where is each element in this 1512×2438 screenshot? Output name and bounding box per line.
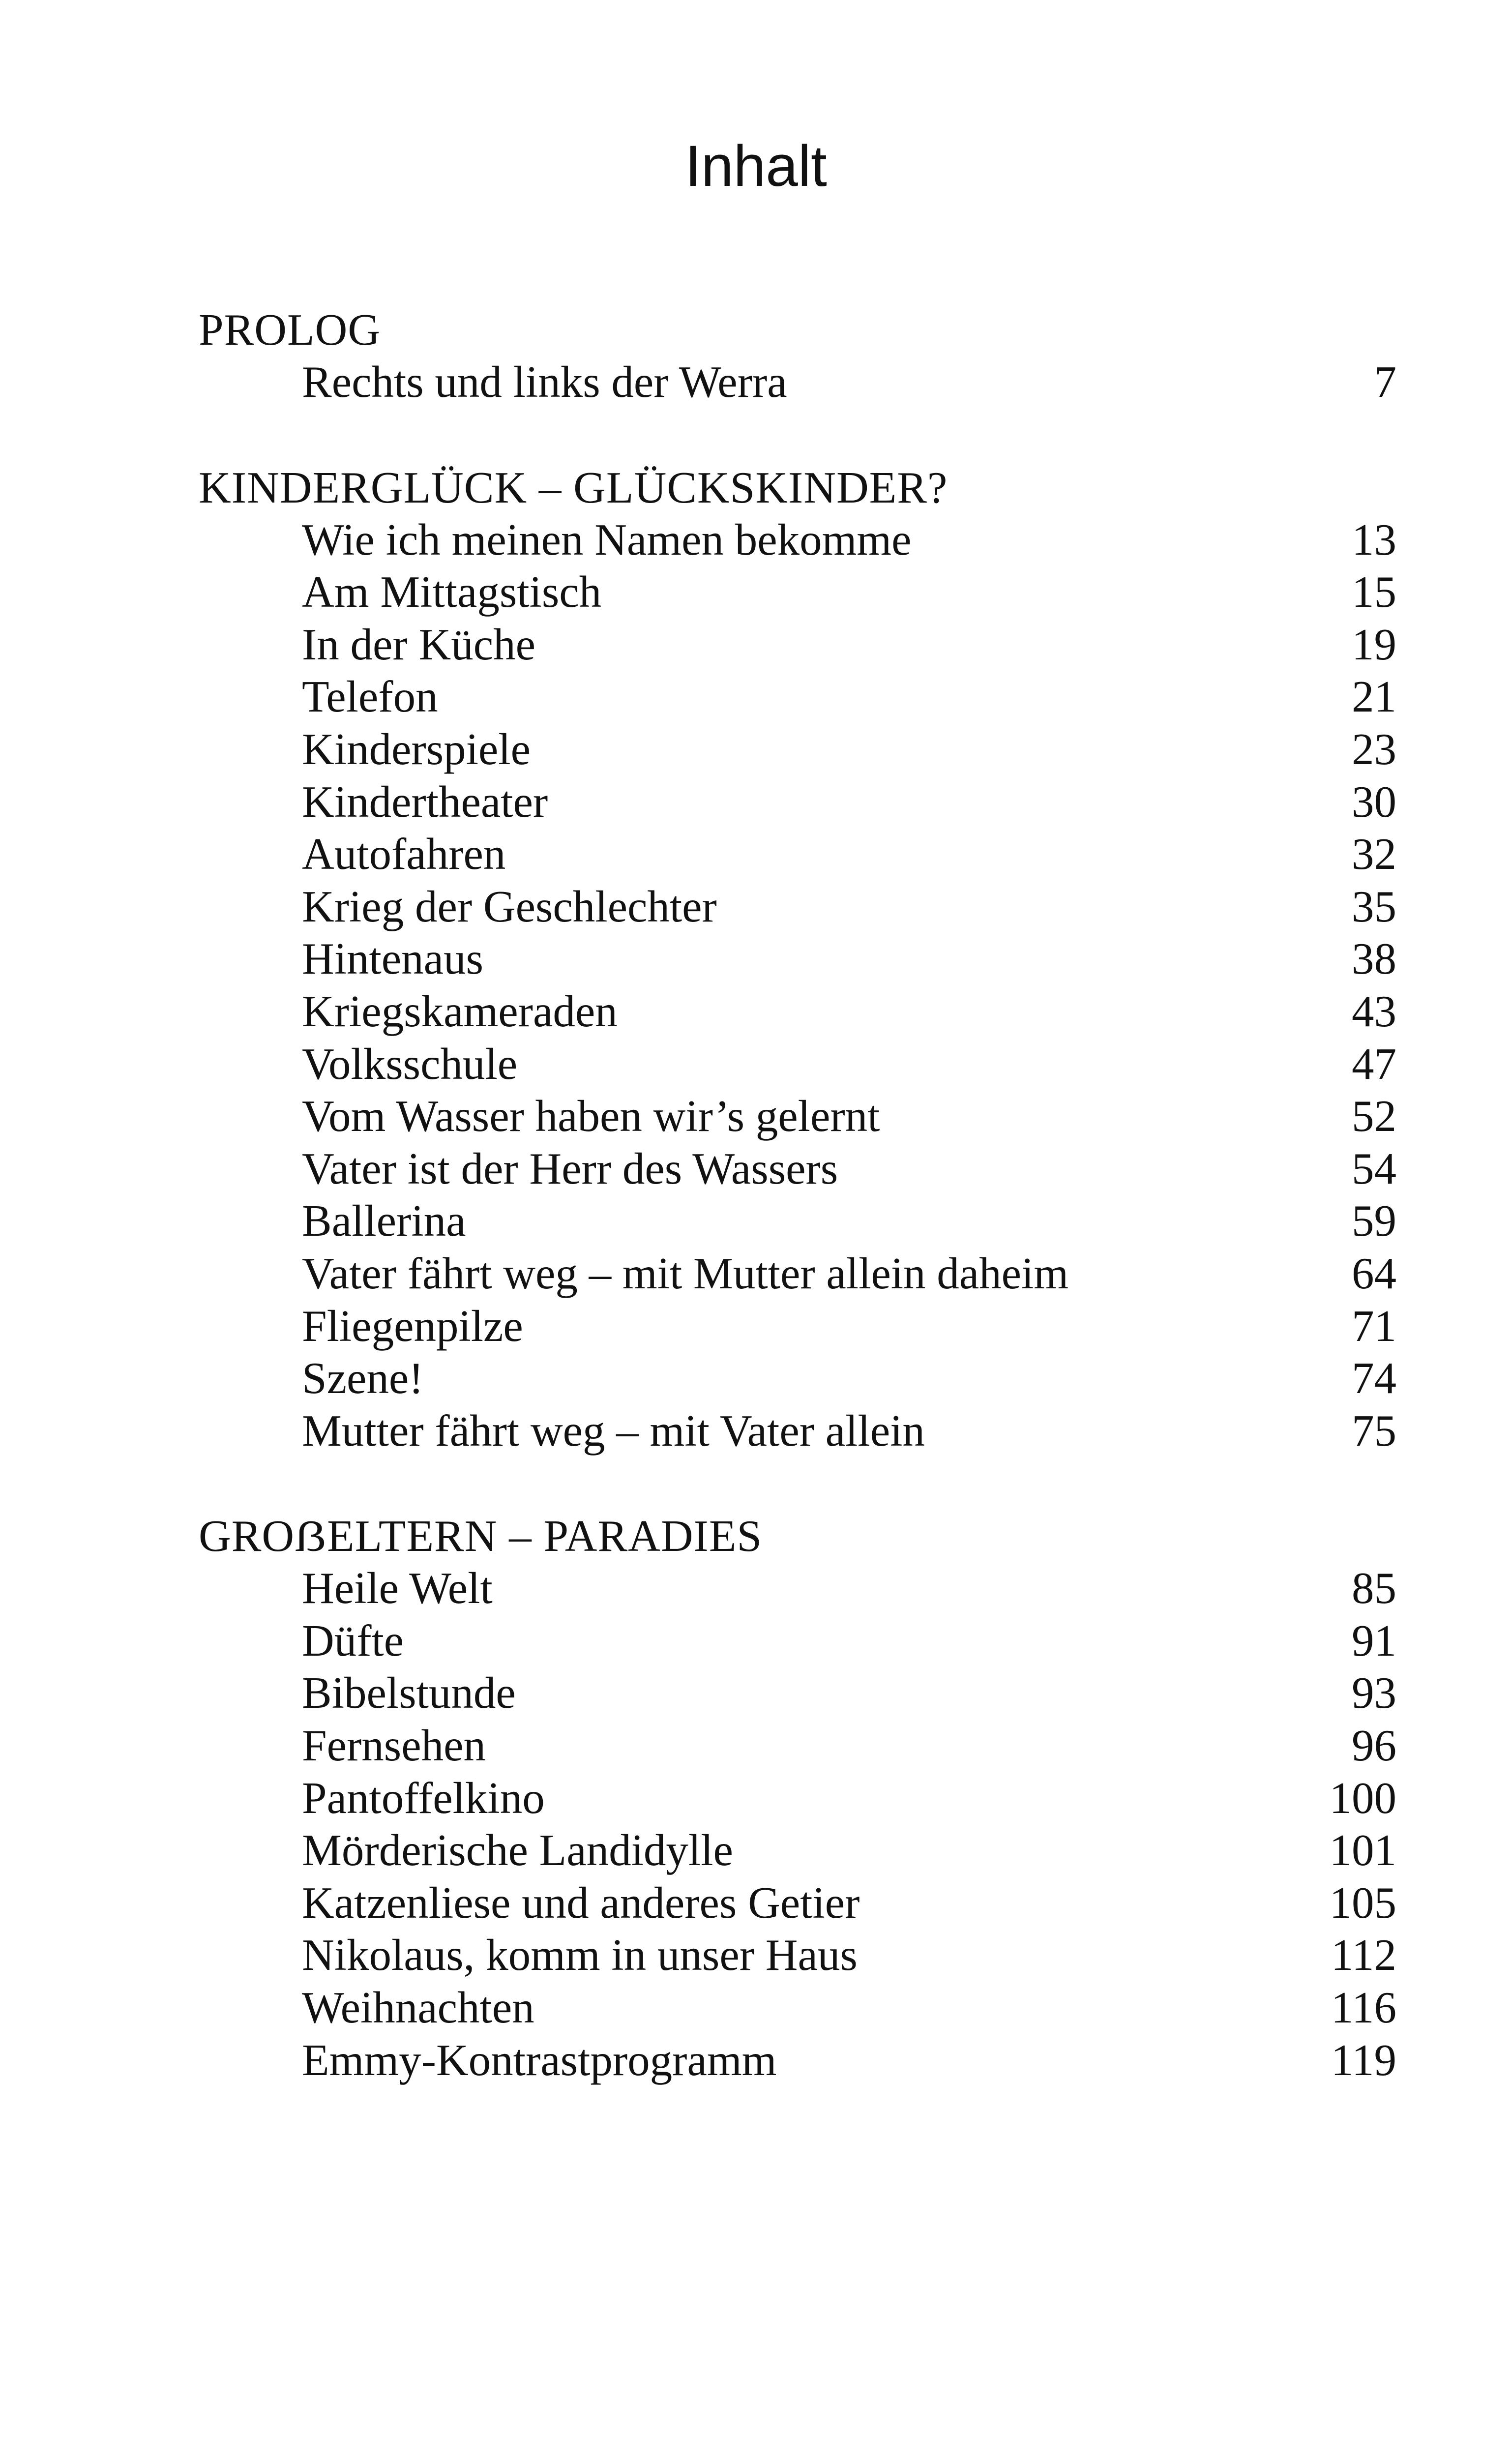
entry-page-number: 43 (1352, 986, 1396, 1036)
entry-title: Bibelstunde (302, 1668, 516, 1718)
entry-page-number: 35 (1352, 881, 1396, 931)
toc-entry (199, 1982, 1396, 2034)
entry-title: Fliegenpilze (302, 1301, 523, 1351)
entry-page-number: 47 (1352, 1039, 1396, 1089)
toc-entry (199, 514, 1396, 566)
toc-entry (199, 723, 1396, 776)
entry-page-number: 100 (1329, 1773, 1396, 1823)
toc-entry (199, 1143, 1396, 1195)
toc-entry (199, 881, 1396, 933)
entry-page-number: 91 (1352, 1615, 1396, 1665)
entry-page-number: 7 (1374, 357, 1396, 407)
entry-title: Hintenaus (302, 934, 483, 984)
toc-entry (199, 1667, 1396, 1720)
entry-title: Telefon (302, 672, 438, 722)
entry-page-number: 119 (1331, 2035, 1396, 2085)
entry-title: Vater fährt weg – mit Mutter allein daheim (302, 1248, 1069, 1298)
toc-entry (199, 1562, 1396, 1615)
entry-title: Wie ich meinen Namen bekomme (302, 514, 912, 565)
entry-title: Mörderische Landidylle (302, 1825, 733, 1875)
toc-entry (199, 1720, 1396, 1772)
entry-page-number: 21 (1352, 672, 1396, 722)
toc-entry (199, 1929, 1396, 1982)
entry-page-number: 64 (1352, 1248, 1396, 1298)
entry-title: Rechts und links der Werra (302, 357, 787, 407)
page-title: Inhalt (685, 134, 827, 199)
section-heading: KINDERGLÜCK – GLÜCKSKINDER? (199, 462, 948, 512)
toc-section (199, 1510, 1396, 2086)
toc-entry (199, 566, 1396, 619)
entry-page-number: 85 (1352, 1563, 1396, 1613)
toc-entry (199, 671, 1396, 723)
entry-page-number: 19 (1352, 619, 1396, 669)
toc-entry (199, 1615, 1396, 1667)
entry-title: Pantoffelkino (302, 1773, 545, 1823)
entry-page-number: 105 (1329, 1877, 1396, 1928)
entry-title: Kinderspiele (302, 724, 531, 774)
toc-entry (199, 1195, 1396, 1248)
entry-page-number: 13 (1352, 514, 1396, 565)
entry-title: Fernsehen (302, 1721, 486, 1771)
entry-title: Katzenliese und anderes Getier (302, 1877, 860, 1928)
entry-page-number: 32 (1352, 829, 1396, 879)
entry-title: Vom Wasser haben wir’s gelernt (302, 1091, 880, 1141)
toc-entry (199, 356, 1396, 409)
entry-title: Kriegskameraden (302, 986, 618, 1036)
entry-title: Heile Welt (302, 1563, 493, 1613)
toc-entry (199, 933, 1396, 985)
entry-title: Volksschule (302, 1039, 518, 1089)
entry-page-number: 75 (1352, 1405, 1396, 1456)
entry-title: Krieg der Geschlechter (302, 881, 717, 931)
toc-entry (199, 619, 1396, 671)
toc-entry (199, 1038, 1396, 1091)
toc-entry (199, 985, 1396, 1038)
toc-entry (199, 1877, 1396, 1930)
toc-section (199, 304, 1396, 409)
toc-entry (199, 1090, 1396, 1143)
section-heading: PROLOG (199, 305, 381, 355)
entry-page-number: 101 (1329, 1825, 1396, 1875)
entry-page-number: 71 (1352, 1301, 1396, 1351)
entry-page-number: 116 (1331, 1983, 1396, 2033)
entry-title: Am Mittagstisch (302, 567, 602, 617)
entry-title: Autofahren (302, 829, 506, 879)
entry-page-number: 38 (1352, 934, 1396, 984)
entry-title: Emmy-Kontrastprogramm (302, 2035, 777, 2085)
entry-page-number: 52 (1352, 1091, 1396, 1141)
entry-page-number: 30 (1352, 776, 1396, 827)
section-heading: GROẞELTERN – PARADIES (199, 1511, 763, 1561)
toc-entry (199, 1352, 1396, 1405)
toc-entry (199, 1248, 1396, 1300)
entry-page-number: 112 (1331, 1930, 1396, 1980)
entry-page-number: 93 (1352, 1668, 1396, 1718)
entry-page-number: 59 (1352, 1196, 1396, 1246)
toc-entry (199, 1300, 1396, 1353)
entry-title: Düfte (302, 1615, 404, 1665)
entry-page-number: 54 (1352, 1143, 1396, 1193)
toc-section (199, 462, 1396, 1457)
toc-entry (199, 776, 1396, 829)
entry-title: Weihnachten (302, 1983, 534, 2033)
toc-entry (199, 1772, 1396, 1825)
entry-page-number: 74 (1352, 1353, 1396, 1403)
table-of-contents (199, 304, 1396, 2140)
entry-page-number: 23 (1352, 724, 1396, 774)
entry-title: Vater ist der Herr des Wassers (302, 1143, 838, 1193)
entry-title: Kindertheater (302, 776, 548, 827)
entry-page-number: 15 (1352, 567, 1396, 617)
entry-title: Nikolaus, komm in unser Haus (302, 1930, 858, 1980)
toc-entry (199, 1405, 1396, 1457)
entry-title: Mutter fährt weg – mit Vater allein (302, 1405, 925, 1456)
toc-entry (199, 2034, 1396, 2087)
toc-entry (199, 828, 1396, 881)
entry-page-number: 96 (1352, 1721, 1396, 1771)
entry-title: Ballerina (302, 1196, 466, 1246)
entry-title: In der Küche (302, 619, 535, 669)
toc-entry (199, 1824, 1396, 1877)
entry-title: Szene! (302, 1353, 424, 1403)
